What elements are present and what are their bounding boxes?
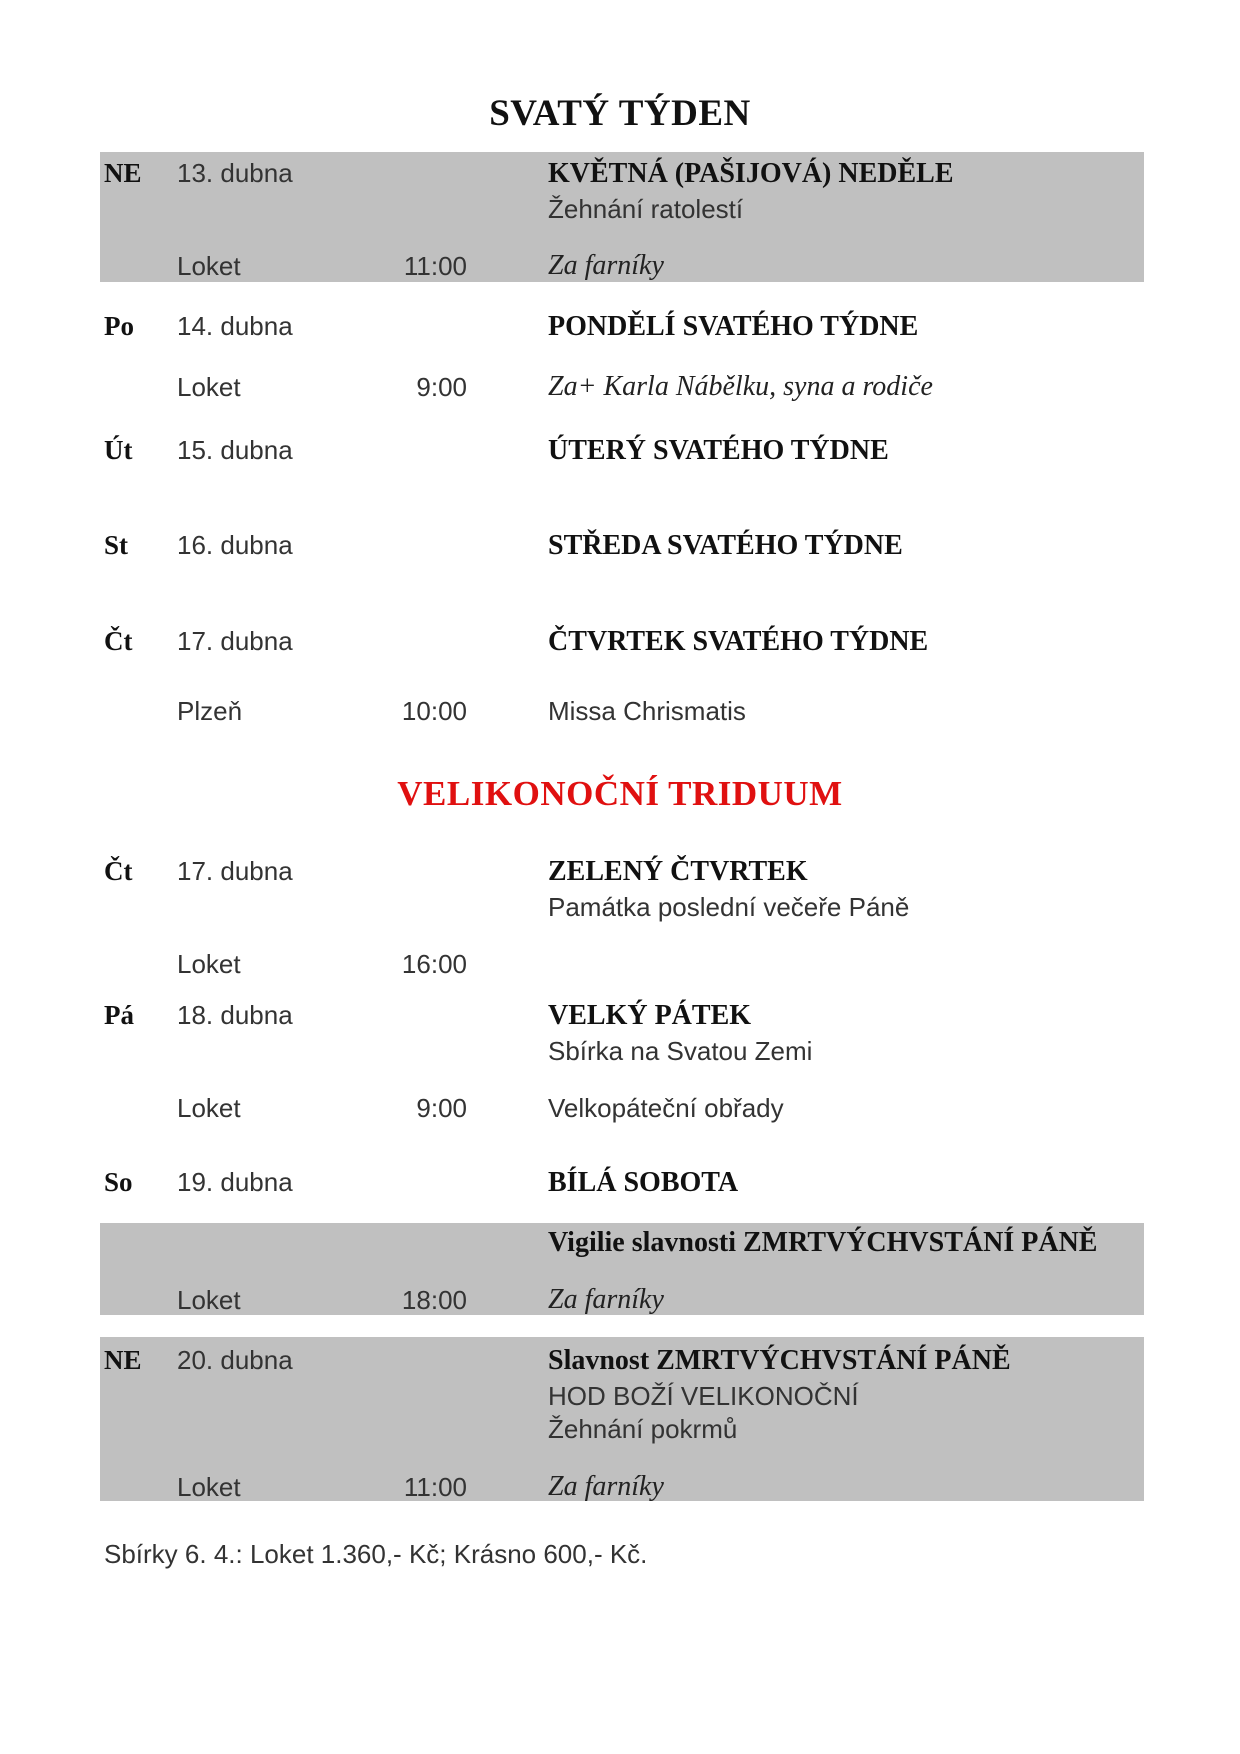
place: Loket <box>177 251 241 281</box>
intention: Za+ Karla Nábělku, syna a rodiče <box>548 371 933 402</box>
intention: Velkopáteční obřady <box>548 1093 784 1123</box>
day-abbrev: Út <box>104 435 133 465</box>
feast-heading: ČTVRTEK SVATÉHO TÝDNE <box>548 626 929 657</box>
date: 16. dubna <box>177 530 293 560</box>
date: 17. dubna <box>177 626 293 656</box>
feast-subtitle: Žehnání ratolestí <box>548 194 744 224</box>
day-abbrev: Čt <box>104 856 133 886</box>
place: Loket <box>177 1285 241 1315</box>
feast-subtitle: Žehnání pokrmů <box>548 1414 738 1444</box>
intention: Za farníky <box>548 1471 664 1502</box>
feast-heading: STŘEDA SVATÉHO TÝDNE <box>548 530 903 561</box>
feast-heading: PONDĚLÍ SVATÉHO TÝDNE <box>548 311 919 342</box>
day-abbrev: Po <box>104 311 134 341</box>
time: 16:00 <box>401 949 467 979</box>
date: 15. dubna <box>177 435 293 465</box>
date: 14. dubna <box>177 311 293 341</box>
date: 13. dubna <box>177 158 293 188</box>
day-abbrev: St <box>104 530 129 560</box>
intention: Za farníky <box>548 1284 664 1315</box>
feast-heading: ÚTERÝ SVATÉHO TÝDNE <box>548 435 889 466</box>
place: Loket <box>177 1093 241 1123</box>
feast-heading: VELKÝ PÁTEK <box>548 1000 752 1031</box>
page-title: SVATÝ TÝDEN <box>489 93 751 134</box>
time: 10:00 <box>401 696 467 726</box>
time: 11:00 <box>403 1472 467 1502</box>
day-abbrev: Pá <box>104 1000 134 1030</box>
feast-subtitle: HOD BOŽÍ VELIKONOČNÍ <box>548 1381 859 1411</box>
date: 20. dubna <box>177 1345 293 1375</box>
day-abbrev: NE <box>104 1345 142 1375</box>
feast-heading: BÍLÁ SOBOTA <box>548 1167 739 1198</box>
collections-note: Sbírky 6. 4.: Loket 1.360,- Kč; Krásno 600,- Kč. <box>104 1539 648 1569</box>
feast-heading: KVĚTNÁ (PAŠIJOVÁ) NEDĚLE <box>548 158 954 189</box>
feast-heading: Slavnost ZMRTVÝCHVSTÁNÍ PÁNĚ <box>548 1345 1011 1376</box>
day-abbrev: So <box>104 1167 133 1197</box>
place: Loket <box>177 1472 241 1502</box>
date: 19. dubna <box>177 1167 293 1197</box>
time: 18:00 <box>401 1285 467 1315</box>
place: Loket <box>177 372 241 402</box>
feast-heading: Vigilie slavnosti ZMRTVÝCHVSTÁNÍ PÁNĚ <box>548 1227 1098 1258</box>
date: 18. dubna <box>177 1000 293 1030</box>
place: Loket <box>177 949 241 979</box>
time: 9:00 <box>416 1093 467 1123</box>
intention: Za farníky <box>548 250 664 281</box>
day-abbrev: Čt <box>104 626 133 656</box>
feast-subtitle: Památka poslední večeře Páně <box>548 892 910 922</box>
time: 9:00 <box>416 372 467 402</box>
feast-subtitle: Sbírka na Svatou Zemi <box>548 1036 813 1066</box>
intention: Missa Chrismatis <box>548 696 746 726</box>
feast-heading: ZELENÝ ČTVRTEK <box>548 856 808 887</box>
triduum-title: VELIKONOČNÍ TRIDUUM <box>397 774 843 813</box>
day-abbrev: NE <box>104 158 142 188</box>
place: Plzeň <box>177 696 243 726</box>
date: 17. dubna <box>177 856 293 886</box>
time: 11:00 <box>403 251 467 281</box>
